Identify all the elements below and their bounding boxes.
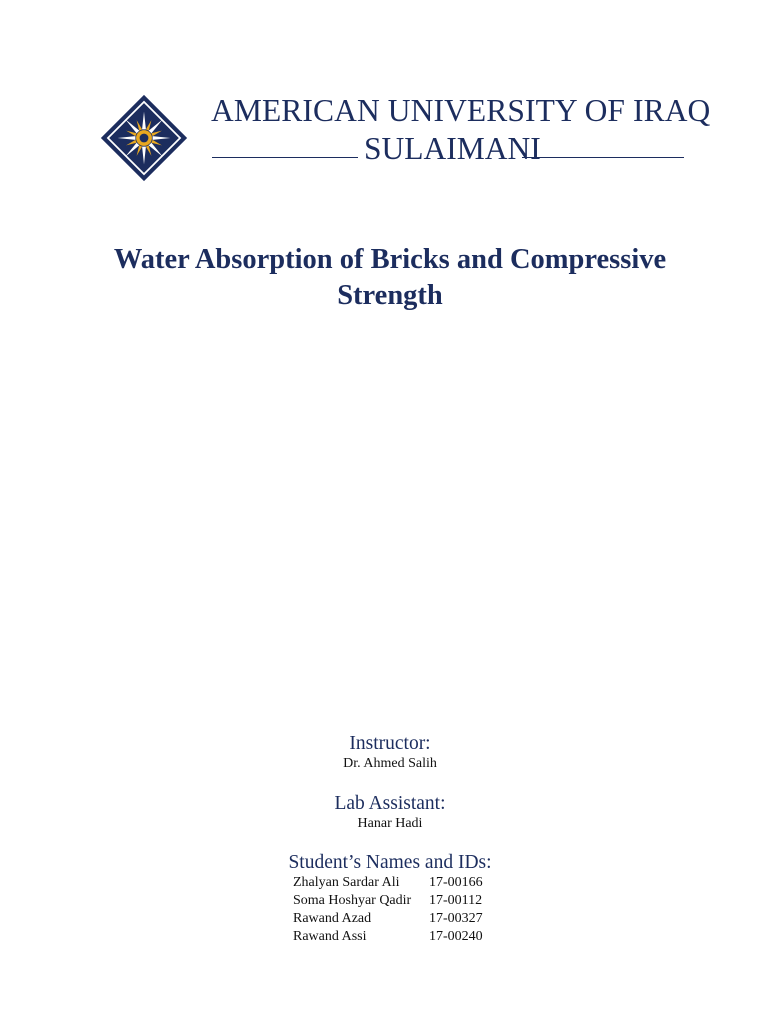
instructor-name: Dr. Ahmed Salih	[343, 756, 437, 771]
student-row	[293, 910, 483, 928]
instructor-heading: Instructor:	[349, 733, 431, 754]
university-name-line2-group	[212, 132, 684, 166]
university-name-line1: AMERICAN UNIVERSITY OF IRAQ	[211, 93, 711, 128]
student-id: 17-00166	[429, 875, 483, 890]
student-id: 17-00112	[429, 893, 483, 908]
document-title	[60, 242, 720, 314]
lab-assistant-name: Hanar Hadi	[357, 816, 423, 831]
student-id: 17-00327	[429, 911, 483, 926]
student-id: 17-00240	[429, 929, 483, 944]
document-title-line2: Strength	[337, 280, 443, 311]
student-row	[293, 892, 483, 910]
header-rule-left	[212, 157, 358, 158]
student-name: Rawand Azad	[293, 911, 372, 926]
student-name: Soma Hoshyar Qadir	[293, 893, 412, 908]
university-logo-icon	[100, 94, 188, 182]
student-name: Zhalyan Sardar Ali	[293, 875, 400, 890]
student-name: Rawand Assi	[293, 929, 367, 944]
students-heading: Student’s Names and IDs:	[288, 852, 492, 873]
students-table	[293, 874, 483, 946]
lab-assistant-heading: Lab Assistant:	[334, 793, 446, 814]
document-title-line1: Water Absorption of Bricks and Compressive	[113, 244, 667, 275]
header-rule-right	[522, 157, 684, 158]
university-name-line2: SULAIMANI	[364, 131, 541, 166]
student-row	[293, 928, 483, 946]
student-row	[293, 874, 483, 892]
